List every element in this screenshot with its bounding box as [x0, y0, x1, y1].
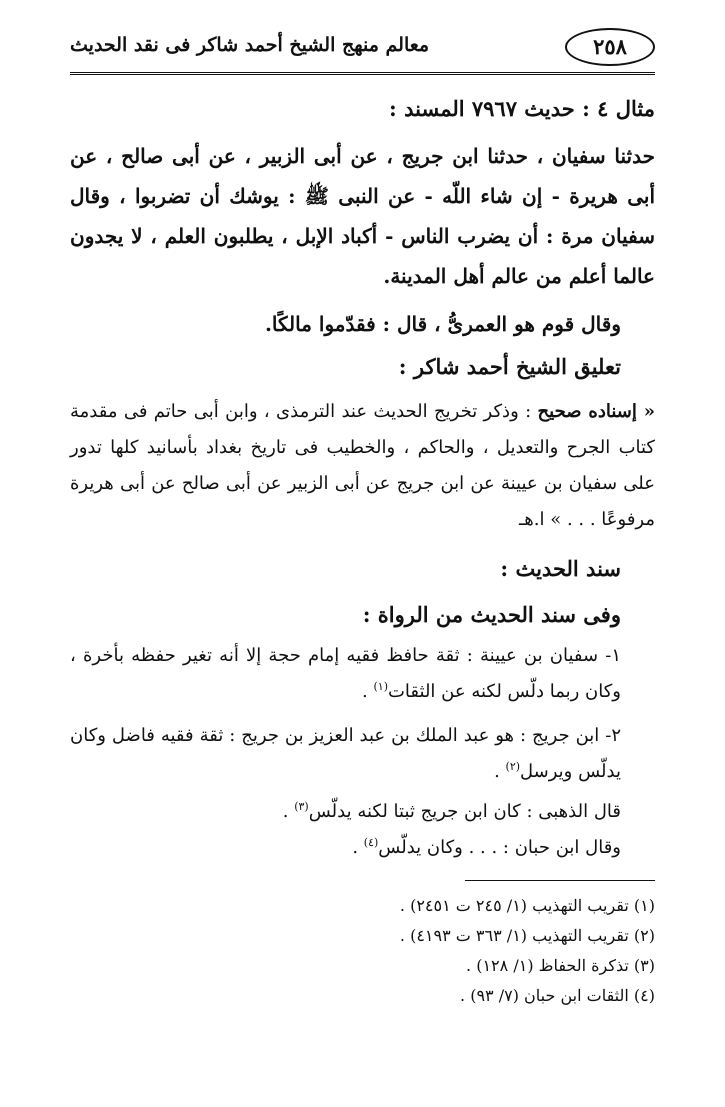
ibn-hibban-quote: [70, 830, 655, 866]
commentary-heading: تعليق الشيخ أحمد شاكر :: [398, 354, 621, 379]
hadith-tail: وقال قوم هو العمرىُّ ، قال : فقدّموا مالكًا.: [264, 312, 621, 336]
narrators-heading: وفى سند الحديث من الرواة :: [362, 602, 621, 627]
ibn-hibban-end: .: [352, 837, 364, 858]
narrator-1-end: .: [362, 681, 374, 702]
commentary-paragraph: [70, 394, 655, 538]
dhahabi-end: .: [282, 801, 295, 822]
footnote-1: (١) تقريب التهذيب (١/ ٢٤٥ ت ٢٤٥١) .: [399, 896, 655, 915]
commentary-lead: « إسناده صحيح: [537, 401, 655, 422]
chain-heading: سند الحديث :: [500, 556, 621, 581]
page-header: [70, 28, 655, 75]
hadith-text: حدثنا سفيان ، حدثنا ابن جريج ، عن أبى الزبير ، عن أبى صالح ، عن أبى هريرة - إن شاء اللّه - عن النبى ﷺ : يوشك أن تضربوا ، وقال سفيان مرة : أن يضرب الناس - أكباد الإبل ، يطلبون العلم ، لا يجدون عالما أعلم من عالم أهل المدينة.: [70, 144, 655, 288]
page-number: ٢٥٨: [565, 28, 655, 66]
footnote-3: (٣) تذكرة الحفاظ (١/ ١٢٨) .: [466, 956, 655, 975]
footnote-4: (٤) الثقات ابن حبان (٧/ ٩٣) .: [460, 986, 655, 1005]
ibn-hibban-text: وقال ابن حبان : . . . وكان يدلّس: [378, 837, 621, 858]
dhahabi-quote: [70, 794, 655, 830]
footnote-ref-4: (٤): [363, 836, 379, 849]
running-title: معالم منهج الشيخ أحمد شاكر فى نقد الحديث: [70, 34, 430, 56]
dhahabi-text: قال الذهبى : كان ابن جريج ثبتا لكنه يدلّس: [308, 801, 621, 822]
commentary-text: : وذكر تخريج الحديث عند الترمذى ، وابن أبى حاتم فى مقدمة كتاب الجرح والتعديل ، والحاكم ، والخطيب فى تاريخ بغداد بأسانيد كلها تدور على سفيان بن عيينة عن ابن جريج عن أبى الزبير عن أبى صالح عن أبى هريرة مرفوعًا . . . » ا.هـ: [70, 401, 655, 530]
narrator-2-text: ٢- ابن جريج : هو عبد الملك بن عبد العزيز بن جريج : ثقة فقيه فاضل وكان يدلّس ويرسل: [70, 725, 621, 782]
footnote-separator: [465, 880, 655, 881]
narrator-1: [70, 638, 655, 710]
footnote-2: (٢) تقريب التهذيب (١/ ٣٦٣ ت ٤١٩٣) .: [399, 926, 655, 945]
footnotes: [70, 891, 655, 1011]
example-heading: مثال ٤ : حديث ٧٩٦٧ المسند :: [389, 96, 655, 121]
narrator-1-text: ١- سفيان بن عيينة : ثقة حافظ فقيه إمام حجة إلا أنه تغير حفظه بأخرة ، وكان ربما دلّس لكنه عن الثقات: [70, 645, 621, 702]
footnote-ref-1: (١): [373, 680, 388, 693]
narrator-2: [70, 718, 655, 790]
footnote-ref-3: (٣): [294, 800, 309, 813]
page-content: [70, 86, 655, 1011]
narrator-2-end: .: [494, 761, 506, 782]
footnote-ref-2: (٢): [505, 760, 521, 773]
